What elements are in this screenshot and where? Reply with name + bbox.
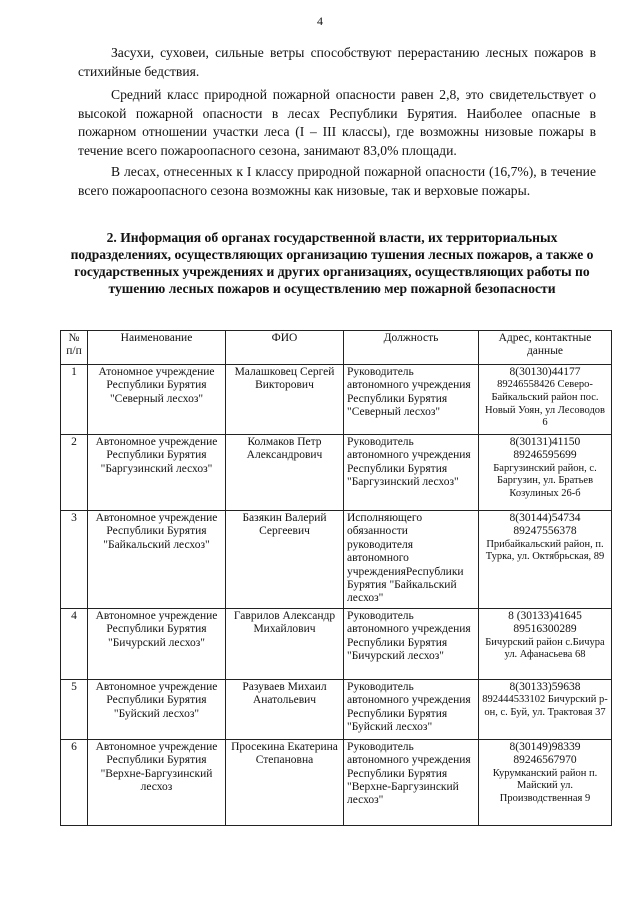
person-position: Исполняющего обязанности руководителя автономного учрежденияРеспублики Бурятия "Байкальский лесхоз": [344, 511, 479, 609]
contact-cell: [479, 511, 612, 609]
row-number: 4: [61, 608, 88, 679]
person-position: Руководитель автономного учреждения Республики Бурятия "Верхне-Баргузинский лесхоз": [344, 739, 479, 825]
person-fio: Колмаков Петр Александрович: [226, 435, 344, 511]
header-position: Должность: [344, 331, 479, 365]
org-name: Автономное учреждение Республики Бурятия "Баргузинский лесхоз": [88, 435, 226, 511]
person-position: Руководитель автономного учреждения Республики Бурятия "Баргузинский лесхоз": [344, 435, 479, 511]
contact-address: Бичурский район с.Бичура ул. Афанасьева 68: [485, 636, 605, 661]
contact-address: 89246558426 Северо-Байкальский район пос. Новый Уоян, ул Лесоводов 6: [484, 379, 605, 429]
org-name: Автономное учреждение Республики Бурятия "Верхне-Баргузинский лесхоз: [88, 739, 226, 825]
person-fio: Гаврилов Александр Михайлович: [226, 608, 344, 679]
person-position: Руководитель автономного учреждения Республики Бурятия "Буйский лесхоз": [344, 679, 479, 739]
org-name: Автономное учреждение Республики Бурятия "Бичурский лесхоз": [88, 608, 226, 679]
paragraph-1: Засухи, суховеи, сильные ветры способствуют перерастанию лесных пожаров в стихийные бедствия.: [78, 45, 596, 79]
org-name: Автономное учреждение Республики Бурятия "Байкальский лесхоз": [88, 511, 226, 609]
table-row: [61, 365, 612, 435]
row-number: 1: [61, 365, 88, 435]
paragraph-2: Средний класс природной пожарной опасности равен 2,8, это свидетельствует о высокой пожарной опасности в лесах Республики Бурятия. Наиболее опасные в пожарном отношении участки леса (I – III классы), где возможны низовые пожары в течение всего пожароопасного сезона, занимают 83,0% площади.: [78, 87, 596, 158]
contact-address: Баргузинский район, с. Баргузин, ул. Братьев Козулиных 26-б: [493, 462, 597, 499]
contact-cell: [479, 679, 612, 739]
page-number: 4: [317, 14, 323, 28]
org-name: Автономное учреждение Республики Бурятия "Буйский лесхоз": [88, 679, 226, 739]
row-number: 6: [61, 739, 88, 825]
contact-cell: [479, 608, 612, 679]
org-name: Атономное учреждение Республики Бурятия "Северный лесхоз": [88, 365, 226, 435]
table-row: [61, 739, 612, 825]
header-number: № п/п: [61, 331, 88, 365]
contact-phone: 8 (30133)41645 89516300289: [508, 609, 582, 636]
person-fio: Разуваев Михаил Анатольевич: [226, 679, 344, 739]
contact-phone: 8(30144)54734 89247556378: [509, 512, 581, 538]
table-row: [61, 679, 612, 739]
table-header-row: [61, 331, 612, 365]
contact-phone: 8(30133)59638: [509, 680, 581, 693]
paragraph-3: В лесах, отнесенных к I классу природной пожарной опасности (16,7%), в течение всего пожароопасного сезона возможны как низовые, так и верховые пожары.: [78, 164, 596, 198]
contact-address: Курумканский район п. Майский ул. Производственная 9: [492, 767, 598, 804]
row-number: 3: [61, 511, 88, 609]
section-heading: 2. Информация об органах государственной власти, их территориальных подразделениях, осуществляющих организацию тушения лесных пожаров, а также о государственных учреждениях и других организациях, осуществляющих работы по тушению лесных пожаров и осуществлению мер пожарной безопасности: [70, 230, 594, 296]
table-row: [61, 435, 612, 511]
person-fio: Малашковец Сергей Викторович: [226, 365, 344, 435]
header-address: Адрес, контактные данные: [479, 331, 612, 365]
contact-address: Прибайкальский район, п. Турка, ул. Октябрьская, 89: [485, 538, 605, 563]
person-position: Руководитель автономного учреждения Республики Бурятия "Северный лесхоз": [344, 365, 479, 435]
contact-cell: [479, 739, 612, 825]
header-fio: ФИО: [226, 331, 344, 365]
row-number: 2: [61, 435, 88, 511]
person-fio: Просекина Екатерина Степановна: [226, 739, 344, 825]
table-row: [61, 511, 612, 609]
contact-phone: 8(30130)44177: [509, 366, 581, 378]
contact-phone: 8(30131)41150 89246595699: [509, 436, 581, 462]
person-position: Руководитель автономного учреждения Республики Бурятия "Бичурский лесхоз": [344, 608, 479, 679]
row-number: 5: [61, 679, 88, 739]
contact-cell: [479, 365, 612, 435]
contact-address: 892444533102 Бичурский р-он, с. Буй, ул. Трактовая 37: [482, 694, 608, 718]
header-name: Наименование: [88, 331, 226, 365]
table-row: [61, 608, 612, 679]
contact-cell: [479, 435, 612, 511]
person-fio: Базякин Валерий Сергеевич: [226, 511, 344, 609]
contact-phone: 8(30149)98339 89246567970: [509, 740, 581, 767]
organizations-table: [60, 330, 612, 826]
